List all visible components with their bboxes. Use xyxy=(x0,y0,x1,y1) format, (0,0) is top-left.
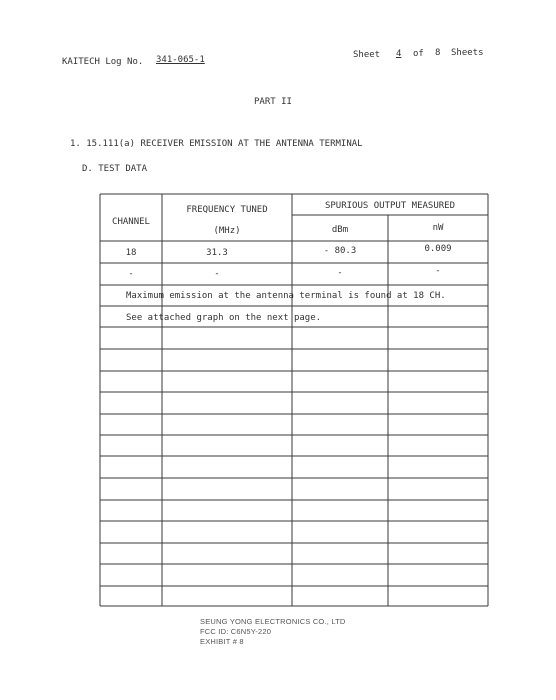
cell-channel: - xyxy=(128,269,134,279)
subsection-title: D. TEST DATA xyxy=(82,164,148,174)
cell-frequency: 31.3 xyxy=(206,248,228,258)
header-frequency: FREQUENCY TUNED xyxy=(186,205,268,215)
footer-fcc-id: FCC ID: C6N5Y-220 xyxy=(200,627,272,636)
header-dbm: dBm xyxy=(331,225,349,235)
footer-exhibit: EXHIBIT # 8 xyxy=(200,637,244,646)
sheet-total: 8 xyxy=(435,48,441,58)
header-frequency-unit: (MHz) xyxy=(213,226,241,236)
section-title: 1. 15.111(a) RECEIVER EMISSION AT THE ANTENNA TERMINAL xyxy=(70,139,363,149)
cell-nw: - xyxy=(435,266,441,276)
header-channel: CHANNEL xyxy=(112,217,150,227)
part-title: PART II xyxy=(254,97,292,107)
cell-dbm: - xyxy=(337,268,343,278)
cell-channel: 18 xyxy=(125,248,137,258)
table-note-max-emission: Maximum emission at the antenna terminal is found at 18 CH. xyxy=(126,291,446,301)
sheet-label: Sheet xyxy=(353,50,381,60)
log-label: KAITECH Log No. xyxy=(62,57,144,67)
cell-nw: 0.009 xyxy=(424,244,452,254)
header-spurious: SPURIOUS OUTPUT MEASURED xyxy=(324,201,456,211)
sheet-number: 4 xyxy=(396,49,402,59)
log-number: 341-065-1 xyxy=(156,55,205,65)
cell-dbm: - 80.3 xyxy=(323,246,357,256)
table-note-see-graph: See attached graph on the next page. xyxy=(126,313,322,323)
footer-company: SEUNG YONG ELECTRONICS CO., LTD xyxy=(200,617,346,626)
header-nw: nW xyxy=(432,223,444,233)
of-label: of xyxy=(413,49,424,59)
cell-frequency: - xyxy=(214,269,220,279)
sheets-label: Sheets xyxy=(451,48,484,58)
